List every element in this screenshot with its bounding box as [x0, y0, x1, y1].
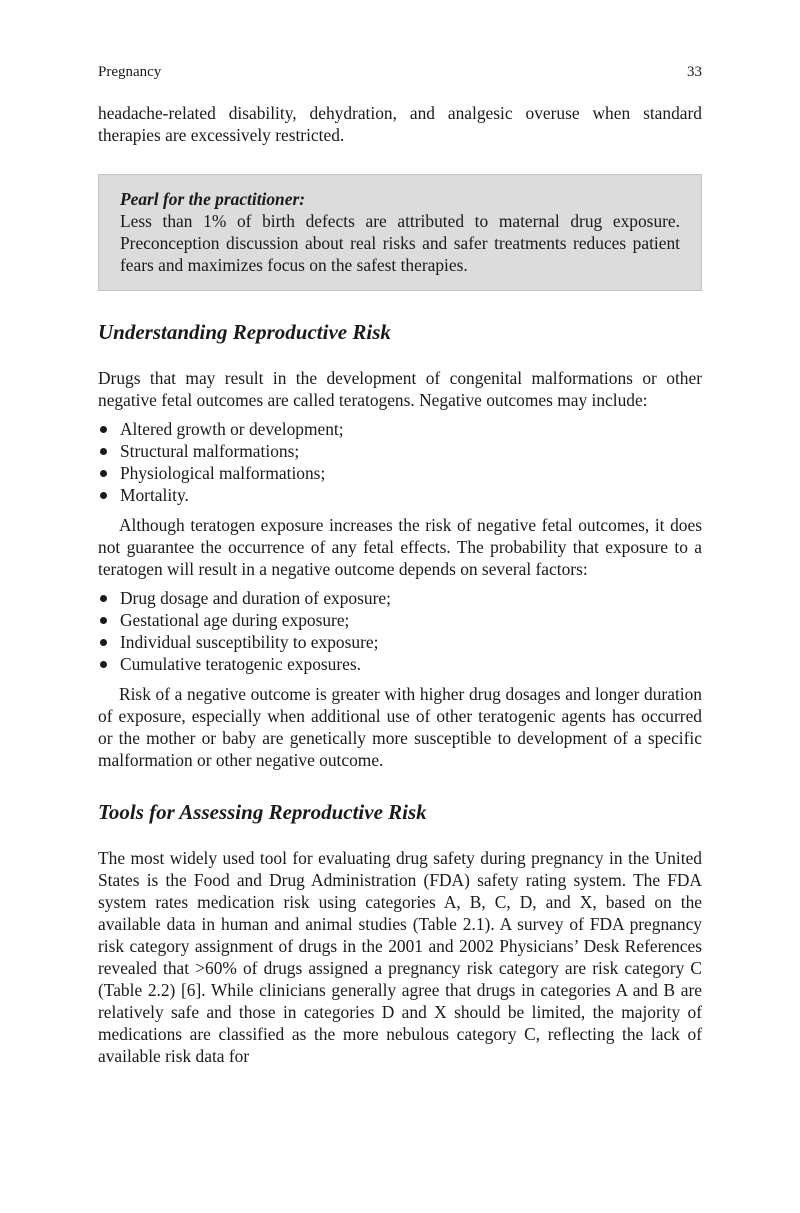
factors-list [98, 587, 702, 675]
pearl-box [98, 174, 702, 291]
bullet-icon [100, 595, 107, 602]
pearl-title: Pearl for the practitioner: [120, 189, 306, 209]
list-item: Individual susceptibility to exposure; [98, 631, 702, 653]
section1-paragraph-3: Risk of a negative outcome is greater with higher drug dosages and longer duration of exposure, especially when additional use of other teratogenic agents has occurred or the mother or baby are genetically more susceptible to development of a specific malformation or other negative outcome. [98, 684, 702, 770]
list-item: Drug dosage and duration of exposure; [98, 587, 702, 609]
pearl-text: Less than 1% of birth defects are attributed to maternal drug exposure. Preconception discussion about real risks and safer treatments reduces patient fears and maximizes focus on the safest therapies. [120, 211, 680, 275]
list-item: Structural malformations; [98, 440, 702, 462]
list-item: Mortality. [98, 484, 702, 506]
bullet-icon [100, 639, 107, 646]
bullet-icon [100, 661, 107, 668]
list-item: Cumulative teratogenic exposures. [98, 653, 702, 675]
section-heading-tools: Tools for Assessing Reproductive Risk [98, 800, 427, 824]
bullet-icon [100, 470, 107, 477]
bullet-icon [100, 617, 107, 624]
section2-paragraph-1: The most widely used tool for evaluating drug safety during pregnancy in the United States is the Food and Drug Administration (FDA) safety rating system. The FDA system rates medication risk using categories A, B, C, D, and X, based on the available data in human and animal studies (Table 2.1). A survey of FDA pregnancy risk category assignment of drugs in the 2001 and 2002 Physicians’ Desk References revealed that >60% of drugs assigned a pregnancy risk category are risk category C (Table 2.2) [6]. While clinicians generally agree that drugs in categories A and B are relatively safe and those in categories D and X should be limited, the majority of medications are classified as the more nebulous category C, reflecting the lack of available risk data for [98, 848, 702, 1066]
running-title: Pregnancy [98, 64, 162, 80]
running-header [98, 64, 702, 81]
list-item: Physiological malformations; [98, 462, 702, 484]
bullet-icon [100, 492, 107, 499]
section1-paragraph-1: Drugs that may result in the development of congenital malformations or other negative fetal outcomes are called teratogens. Negative outcomes may include: [98, 368, 702, 410]
page-body [98, 102, 702, 1067]
bullet-icon [100, 426, 107, 433]
bullet-icon [100, 448, 107, 455]
intro-paragraph: headache-related disability, dehydration, and analgesic overuse when standard therapies are excessively restricted. [98, 103, 702, 145]
outcomes-list [98, 418, 702, 506]
section1-paragraph-2: Although teratogen exposure increases the risk of negative fetal outcomes, it does not guarantee the occurrence of any fetal effects. The probability that exposure to a teratogen will result in a negative outcome depends on several factors: [98, 515, 702, 579]
list-item: Gestational age during exposure; [98, 609, 702, 631]
page-number: 33 [687, 64, 702, 80]
section-heading-understanding-risk: Understanding Reproductive Risk [98, 320, 391, 344]
list-item: Altered growth or development; [98, 418, 702, 440]
